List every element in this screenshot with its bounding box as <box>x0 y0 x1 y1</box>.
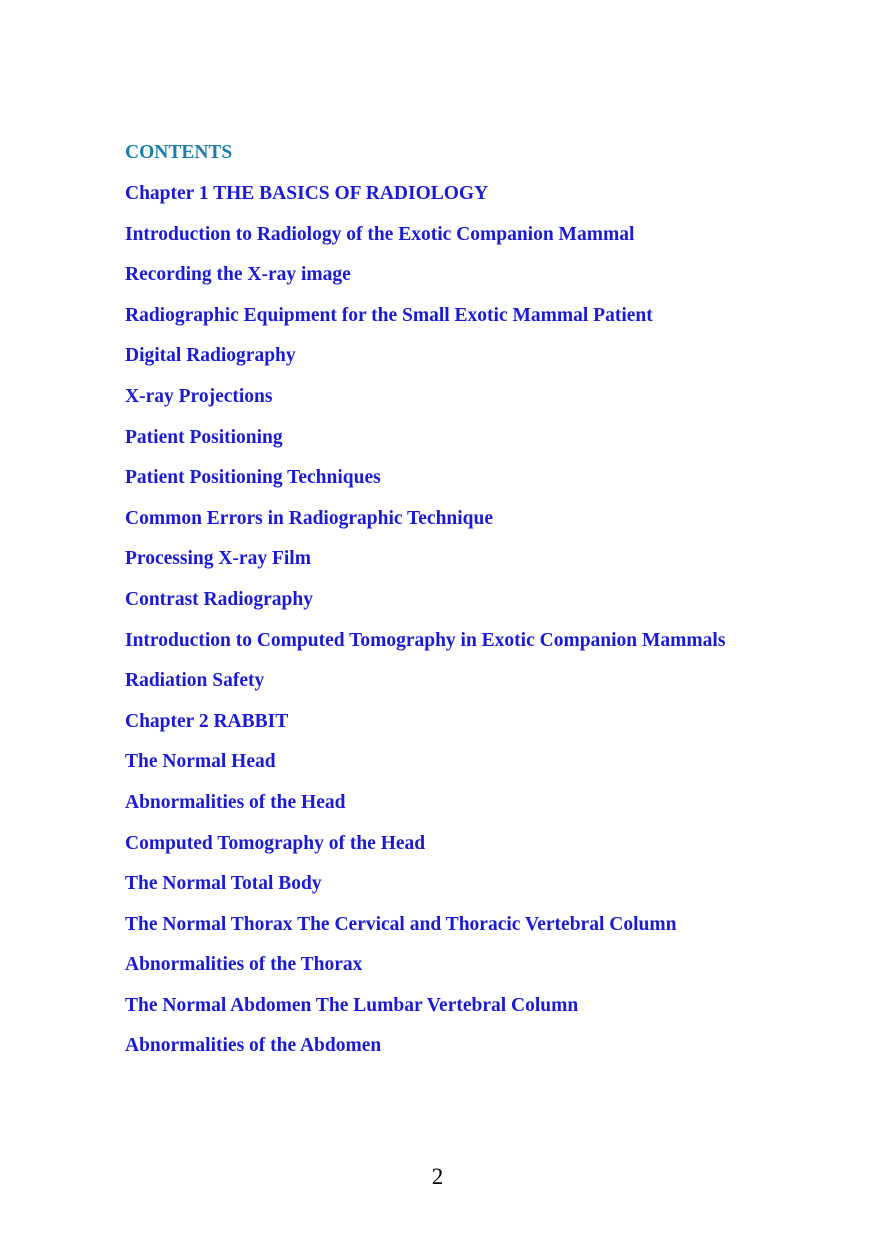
toc-radiographic-equipment-link[interactable]: Radiographic Equipment for the Small Exotic Mammal Patient <box>125 304 653 326</box>
toc-intro-radiology-link[interactable]: Introduction to Radiology of the Exotic Companion Mammal <box>125 223 635 245</box>
toc-chapter-2-link[interactable]: Chapter 2 RABBIT <box>125 710 289 732</box>
toc-patient-positioning-link[interactable]: Patient Positioning <box>125 426 283 448</box>
table-of-contents <box>125 182 749 1075</box>
toc-thorax-abnormalities-link[interactable]: Abnormalities of the Thorax <box>125 954 363 976</box>
contents-heading: CONTENTS <box>125 142 233 163</box>
toc-digital-radiography-link[interactable]: Digital Radiography <box>125 345 296 367</box>
toc-normal-total-body-link[interactable]: The Normal Total Body <box>125 873 322 895</box>
toc-head-ct-link[interactable]: Computed Tomography of the Head <box>125 832 426 854</box>
toc-normal-head-link[interactable]: The Normal Head <box>125 751 276 773</box>
toc-computed-tomography-intro-link[interactable]: Introduction to Computed Tomography in Exotic Companion Mammals <box>125 629 726 651</box>
toc-recording-xray-link[interactable]: Recording the X-ray image <box>125 264 351 286</box>
toc-positioning-techniques-link[interactable]: Patient Positioning Techniques <box>125 467 381 489</box>
toc-contrast-radiography-link[interactable]: Contrast Radiography <box>125 588 313 610</box>
toc-head-abnormalities-link[interactable]: Abnormalities of the Head <box>125 791 346 813</box>
toc-radiation-safety-link[interactable]: Radiation Safety <box>125 670 265 692</box>
toc-chapter-1-link[interactable]: Chapter 1 THE BASICS OF RADIOLOGY <box>125 183 489 204</box>
page-number: 2 <box>431 1164 444 1189</box>
toc-normal-abdomen-link[interactable]: The Normal Abdomen The Lumbar Vertebral Column <box>125 994 579 1016</box>
toc-common-errors-link[interactable]: Common Errors in Radiographic Technique <box>125 507 494 529</box>
toc-xray-projections-link[interactable]: X-ray Projections <box>125 385 273 407</box>
toc-normal-thorax-link[interactable]: The Normal Thorax The Cervical and Thoracic Vertebral Column <box>125 913 677 935</box>
toc-abdomen-abnormalities-link[interactable]: Abnormalities of the Abdomen <box>125 1035 382 1057</box>
toc-processing-film-link[interactable]: Processing X-ray Film <box>125 548 311 570</box>
